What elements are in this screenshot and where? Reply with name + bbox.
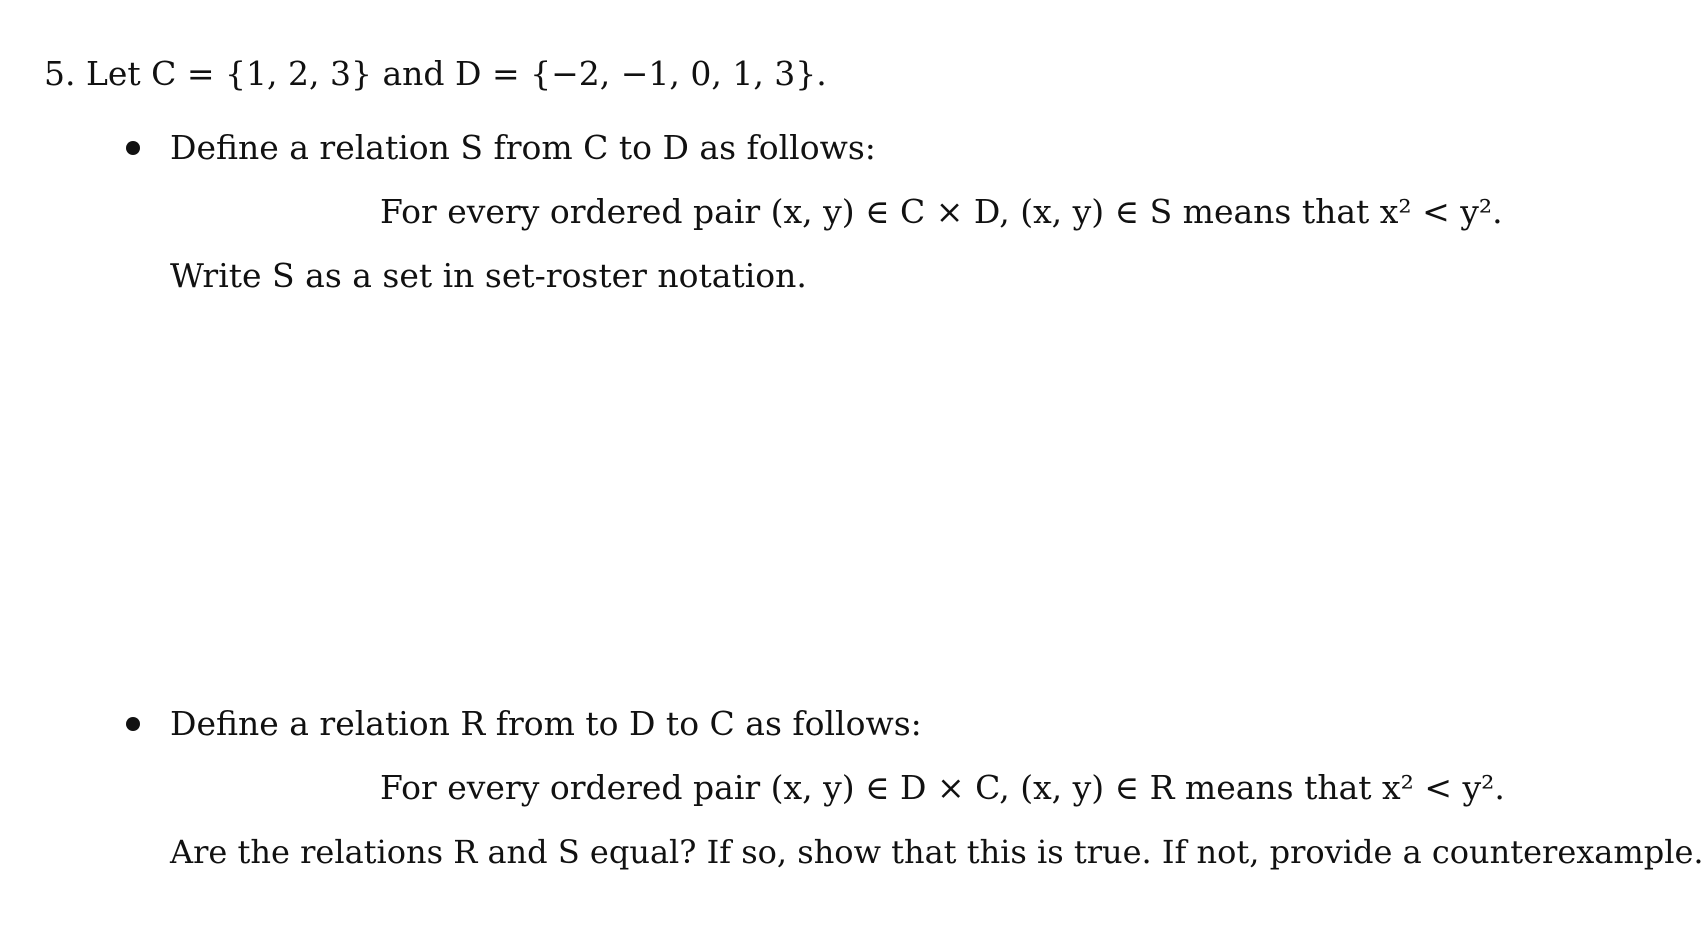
part-s-lead: Define a relation S from C to D as follows:	[170, 128, 876, 167]
bullet-r	[126, 717, 140, 731]
part-s-rule: For every ordered pair (x, y) ∈ C × D, (x, y) ∈ S means that x² < y².	[380, 192, 1503, 231]
part-r-lead: Define a relation R from to D to C as follows:	[170, 704, 922, 743]
part-s-task: Write S as a set in set-roster notation.	[170, 256, 807, 295]
part-r-task: Are the relations R and S equal? If so, show that this is true. If not, provide a counterexample.	[170, 833, 1704, 871]
problem-intro: 5. Let C = {1, 2, 3} and D = {−2, −1, 0, 1, 3}.	[44, 54, 827, 93]
part-r-rule: For every ordered pair (x, y) ∈ D × C, (x, y) ∈ R means that x² < y².	[380, 768, 1505, 807]
bullet-s	[126, 141, 140, 155]
